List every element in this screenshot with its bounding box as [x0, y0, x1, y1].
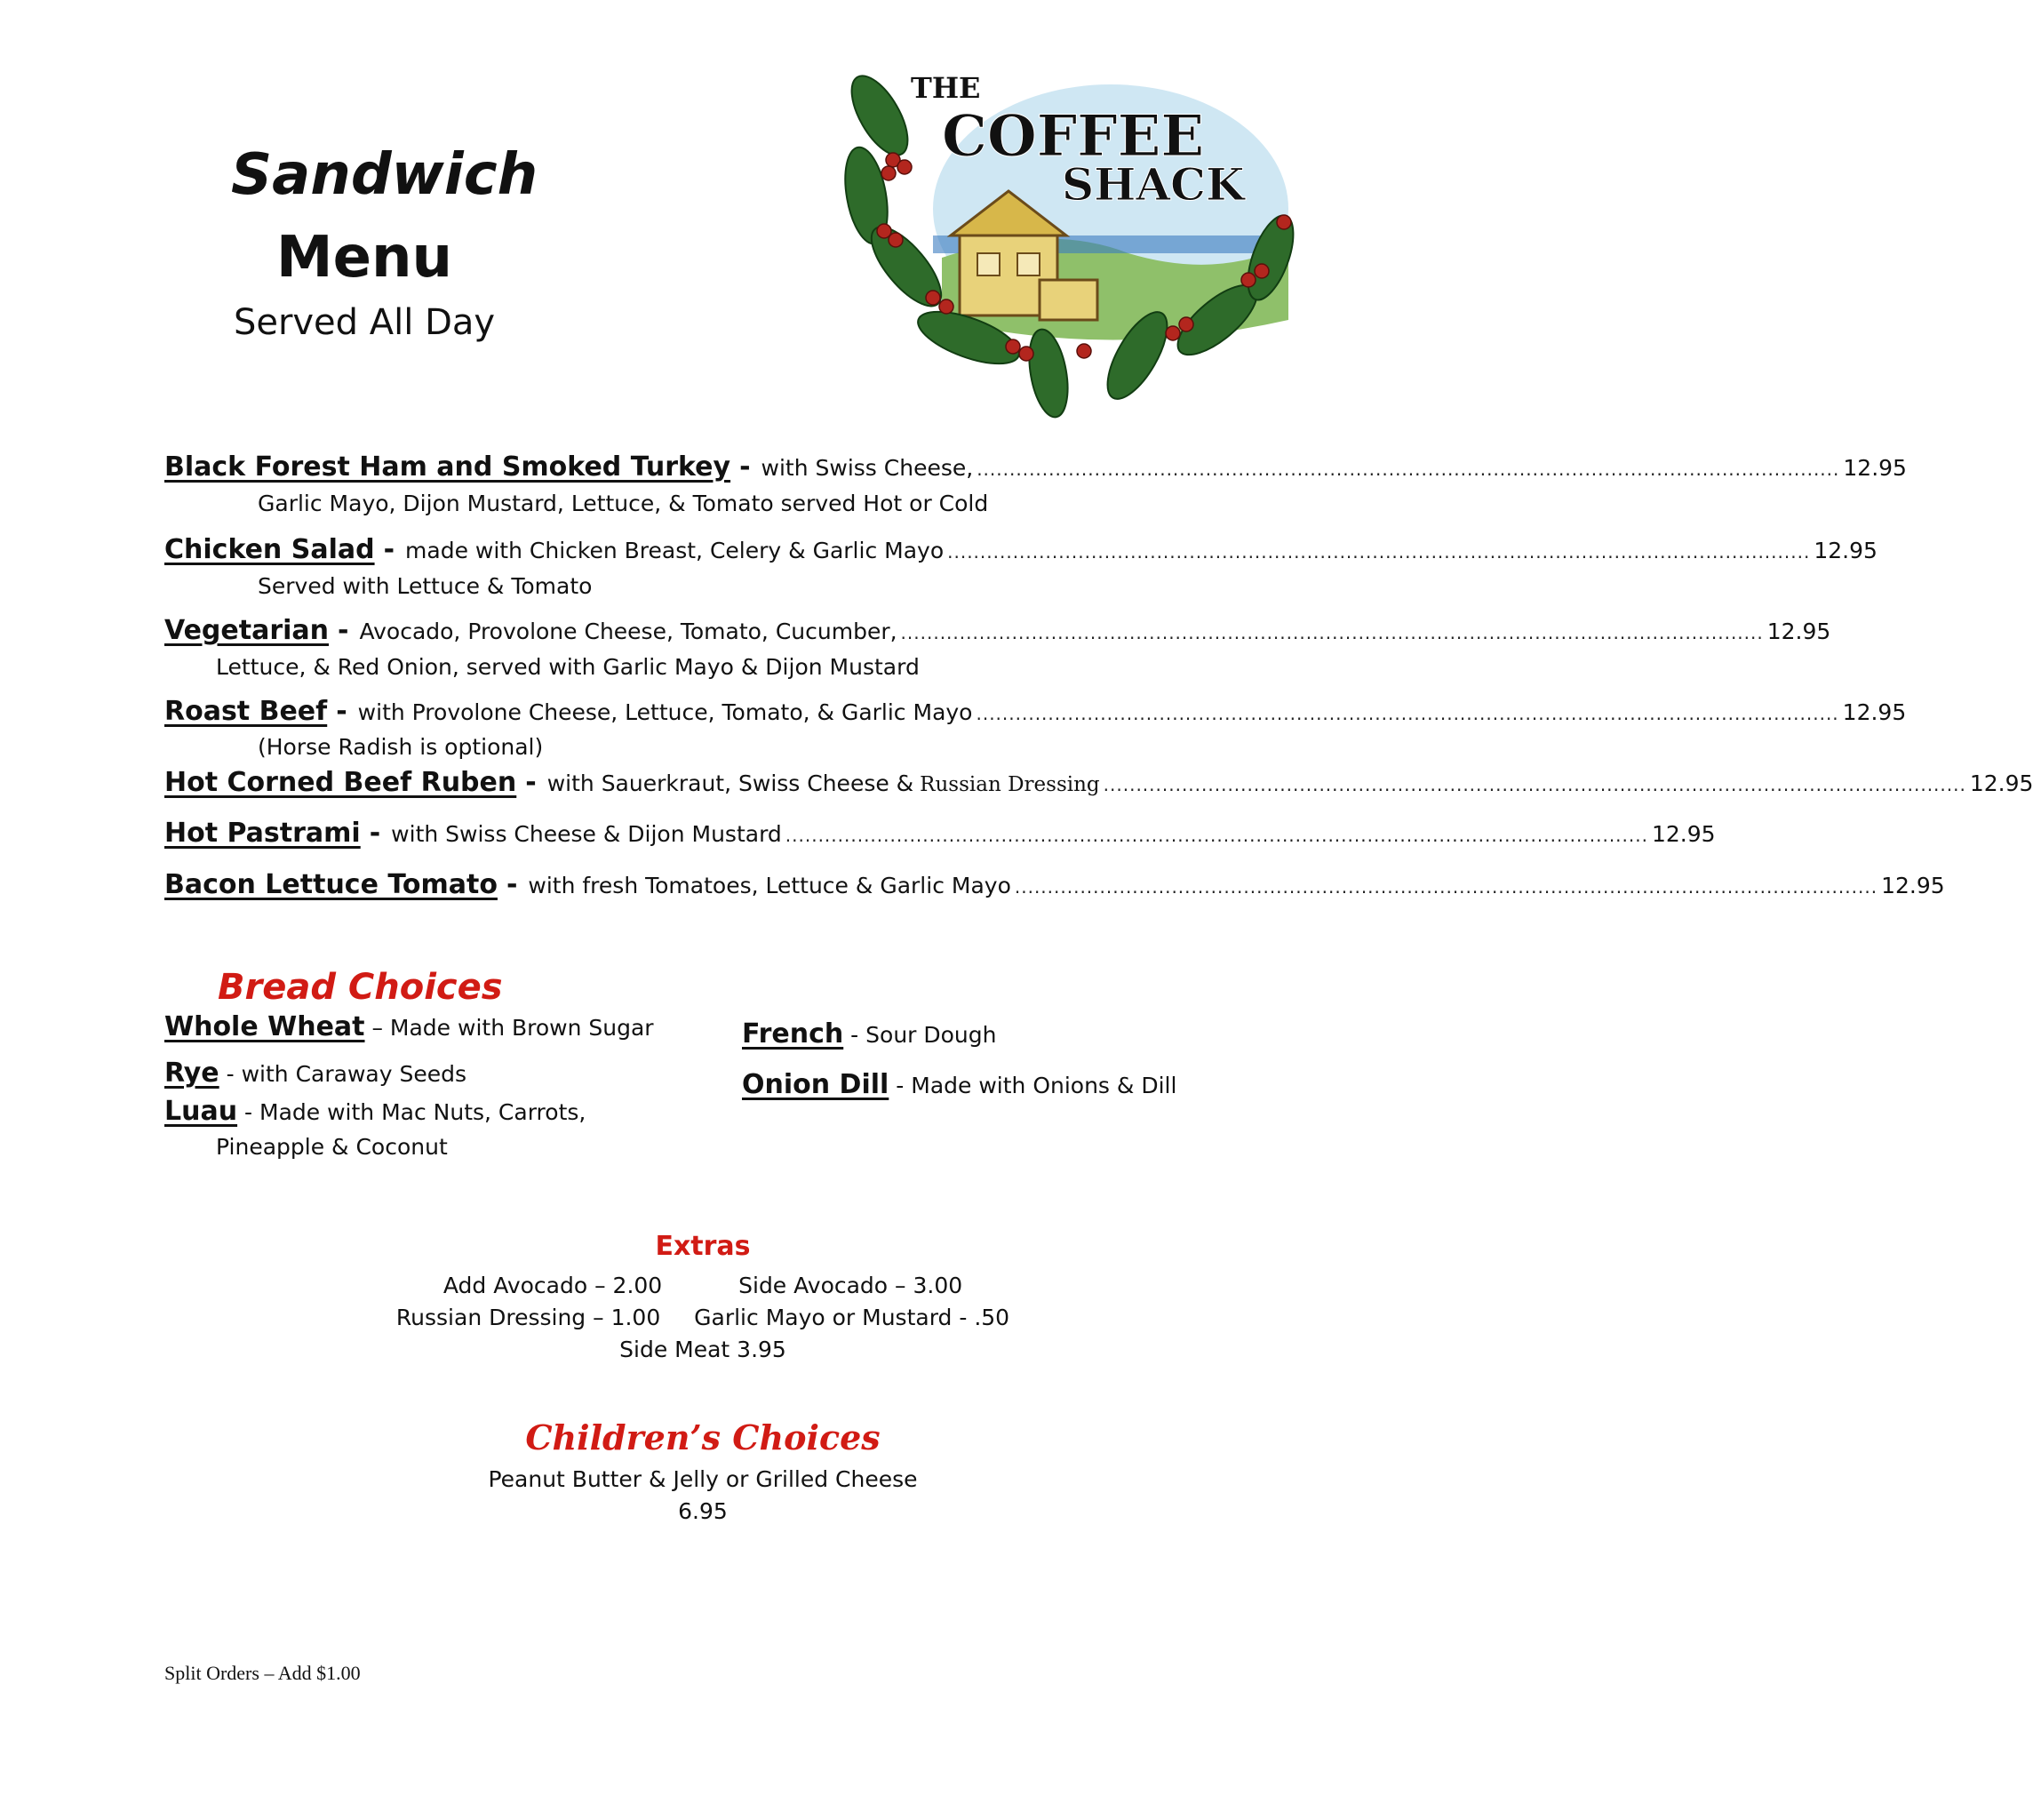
menu-subtitle: Served All Day [233, 302, 496, 343]
sandwich-desc: with Provolone Cheese, Lettuce, Tomato, & Garlic Mayo [357, 699, 973, 725]
leader-dots: .................................................................................................................................... [947, 541, 1811, 563]
bread-desc: Made with Mac Nuts, Carrots, [259, 1099, 586, 1125]
sandwich-desc-serif: Russian Dressing [920, 773, 1100, 796]
bread-note: Pineapple & Coconut [216, 1134, 448, 1160]
bread-sep: - [896, 1073, 905, 1098]
separator: - [506, 869, 518, 900]
leader-dots: .................................................................................................................................... [976, 703, 1839, 724]
bread-item [742, 1018, 997, 1050]
sandwich-item [164, 869, 1945, 900]
bread-sep: - [244, 1099, 253, 1125]
sandwich-item [164, 696, 1907, 727]
sandwich-name: Hot Pastrami [164, 818, 361, 849]
sandwich-price: 12.95 [1651, 821, 1716, 847]
menu-title-line1: Sandwich [231, 142, 538, 208]
bread-item [164, 1011, 654, 1042]
sandwich-name: Chicken Salad [164, 534, 375, 565]
leader-dots: .................................................................................................................................... [900, 622, 1764, 643]
extra-side-meat: Side Meat 3.95 [619, 1337, 786, 1362]
sandwich-name: Black Forest Ham and Smoked Turkey [164, 451, 731, 483]
separator: - [336, 696, 347, 727]
childrens-price: 6.95 [678, 1498, 728, 1524]
sandwich-note: (Horse Radish is optional) [258, 734, 544, 760]
sandwich-item [164, 615, 1831, 646]
sandwich-price: 12.95 [1814, 538, 1878, 563]
bread-desc: Made with Brown Sugar [389, 1015, 654, 1041]
childrens-choices-title: Children’s Choices [525, 1417, 881, 1457]
split-orders-note: Split Orders – Add $1.00 [164, 1662, 361, 1684]
leader-dots: .................................................................................................................................... [1014, 876, 1878, 898]
extra-russian-dressing: Russian Dressing – 1.00 [395, 1305, 661, 1330]
bread-item [742, 1069, 1176, 1100]
sandwich-price: 12.95 [1969, 770, 2033, 796]
bread-name: Rye [164, 1058, 219, 1089]
sandwich-item [164, 767, 2033, 798]
sandwich-price: 12.95 [1881, 873, 1945, 898]
extra-garlic-mayo: Garlic Mayo or Mustard - .50 [694, 1305, 1010, 1330]
extras-title: Extras [655, 1231, 751, 1262]
sandwich-desc: made with Chicken Breast, Celery & Garlic Mayo [405, 538, 945, 563]
sandwich-name: Hot Corned Beef Ruben [164, 767, 517, 798]
bread-name: Whole Wheat [164, 1011, 365, 1042]
separator: - [383, 534, 395, 565]
separator: - [525, 767, 537, 798]
sandwich-desc: Avocado, Provolone Cheese, Tomato, Cucumber, [359, 619, 897, 644]
bread-item [164, 1058, 466, 1089]
sandwich-note: Served with Lettuce & Tomato [258, 573, 593, 599]
sandwich-price: 12.95 [1842, 699, 1907, 725]
bread-sep: - [226, 1061, 235, 1087]
sandwich-desc: with Swiss Cheese, [761, 455, 974, 481]
sandwich-price: 12.95 [1843, 455, 1907, 481]
childrens-desc: Peanut Butter & Jelly or Grilled Cheese [488, 1466, 918, 1492]
bread-desc: with Caraway Seeds [241, 1061, 466, 1087]
bread-name: Onion Dill [742, 1069, 889, 1100]
sandwich-item [164, 534, 1878, 565]
bread-sep: – [371, 1015, 383, 1041]
separator: - [369, 818, 381, 849]
sandwich-desc: with Swiss Cheese & Dijon Mustard [391, 821, 782, 847]
sandwich-name: Vegetarian [164, 615, 330, 646]
bread-desc: Made with Onions & Dill [911, 1073, 1177, 1098]
sandwich-name: Bacon Lettuce Tomato [164, 869, 498, 900]
bread-desc: Sour Dough [865, 1022, 997, 1048]
logo-icon [844, 53, 1306, 409]
menu-title-line2: Menu [275, 225, 453, 291]
extras-line2 [0, 1305, 1406, 1330]
logo-text-coffee: COFFEE [942, 103, 1205, 170]
bread-sep: - [850, 1022, 859, 1048]
leader-dots: .................................................................................................................................... [785, 825, 1648, 846]
extra-side-avocado: Side Avocado – 3.00 [738, 1273, 963, 1298]
bread-choices-title: Bread Choices [218, 967, 503, 1008]
sandwich-item [164, 818, 1716, 849]
sandwich-name: Roast Beef [164, 696, 328, 727]
leader-dots: .................................................................................................................................... [977, 459, 1840, 480]
separator: - [739, 451, 751, 483]
extras-line1 [0, 1273, 1406, 1298]
sandwich-price: 12.95 [1766, 619, 1831, 644]
coffee-shack-logo [844, 53, 1306, 409]
sandwich-item [164, 451, 1907, 483]
logo-text-shack: SHACK [1062, 158, 1245, 211]
sandwich-note: Lettuce, & Red Onion, served with Garlic Mayo & Dijon Mustard [216, 654, 920, 680]
leader-dots: .................................................................................................................................... [1103, 774, 1966, 795]
bread-name: Luau [164, 1096, 238, 1127]
sandwich-desc: with fresh Tomatoes, Lettuce & Garlic Mayo [528, 873, 1011, 898]
logo-text-the: THE [911, 71, 981, 105]
separator: - [338, 615, 349, 646]
bread-name: French [742, 1018, 844, 1050]
sandwich-note: Garlic Mayo, Dijon Mustard, Lettuce, & Tomato served Hot or Cold [258, 491, 989, 516]
bread-item [164, 1096, 586, 1127]
sandwich-desc: with Sauerkraut, Swiss Cheese & [546, 770, 914, 796]
extra-add-avocado: Add Avocado – 2.00 [442, 1273, 663, 1298]
